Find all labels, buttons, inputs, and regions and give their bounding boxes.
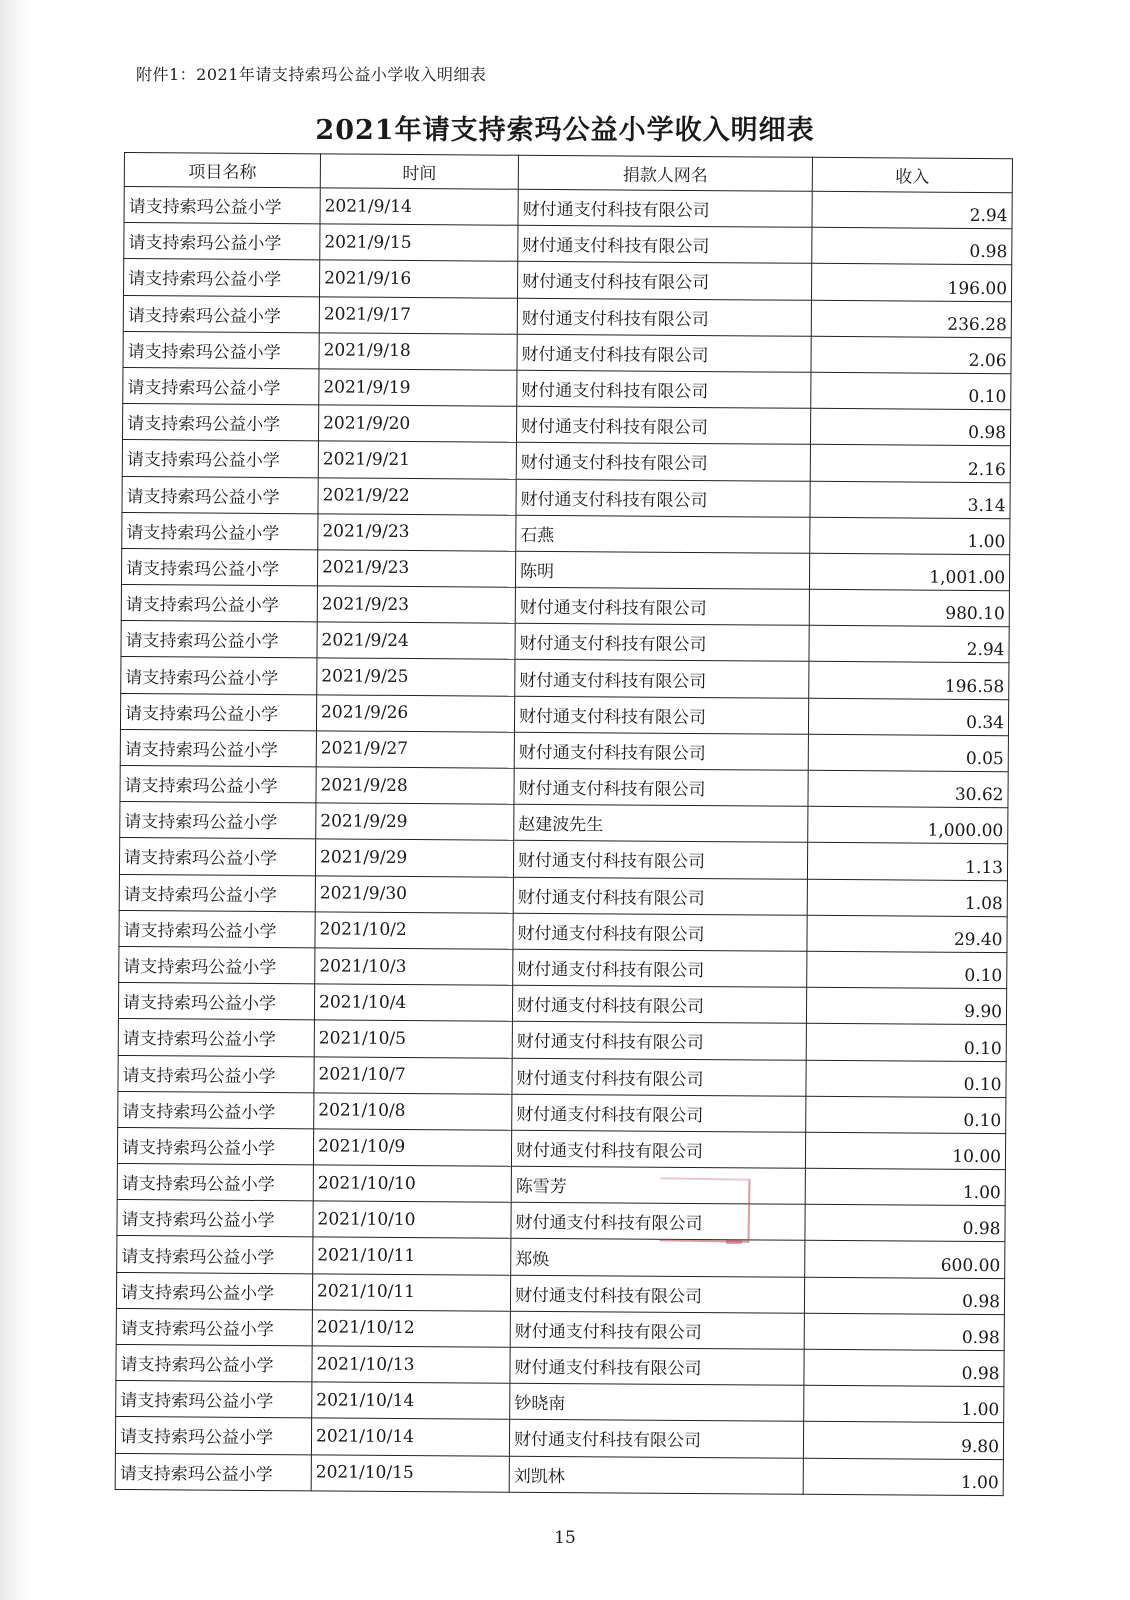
column-header-project: 项目名称 (124, 153, 320, 188)
cell-project: 请支持索玛公益小学 (120, 729, 316, 767)
cell-date: 2021/9/23 (317, 586, 515, 624)
income-table-container (115, 152, 1013, 1496)
cell-donor: 陈明 (515, 551, 809, 589)
cell-date: 2021/10/15 (311, 1454, 509, 1492)
cell-date: 2021/9/19 (319, 369, 517, 407)
cell-income: 2.16 (810, 445, 1010, 483)
cell-donor: 财付通支付科技有限公司 (510, 1275, 804, 1313)
cell-income: 0.98 (804, 1277, 1004, 1315)
table-row (116, 1381, 1004, 1423)
cell-donor: 财付通支付科技有限公司 (517, 334, 811, 372)
cell-project: 请支持索玛公益小学 (116, 1381, 312, 1419)
cell-project: 请支持索玛公益小学 (116, 1308, 312, 1346)
table-row (123, 367, 1011, 409)
table-row (118, 1055, 1006, 1097)
cell-income: 1.00 (810, 517, 1010, 555)
cell-donor: 财付通支付科技有限公司 (513, 877, 807, 915)
cell-date: 2021/10/14 (311, 1418, 509, 1456)
cell-donor: 财付通支付科技有限公司 (516, 406, 810, 444)
table-row (124, 223, 1012, 265)
cell-income: 236.28 (811, 300, 1011, 338)
scan-edge-shadow (0, 0, 30, 1600)
page-number: 15 (554, 1528, 576, 1548)
cell-income: 600.00 (805, 1241, 1005, 1279)
table-row (116, 1344, 1004, 1386)
cell-donor: 财付通支付科技有限公司 (515, 660, 809, 698)
cell-donor: 财付通支付科技有限公司 (514, 732, 808, 770)
cell-income: 0.34 (808, 698, 1008, 736)
cell-income: 1.08 (807, 879, 1007, 917)
cell-project: 请支持索玛公益小学 (119, 838, 315, 876)
table-row (120, 693, 1008, 735)
table-row (119, 910, 1007, 952)
table-row (120, 729, 1008, 771)
cell-date: 2021/9/27 (316, 731, 514, 769)
table-row (115, 1417, 1003, 1459)
cell-project: 请支持索玛公益小学 (120, 765, 316, 803)
cell-income: 0.98 (805, 1205, 1005, 1243)
cell-donor: 财付通支付科技有限公司 (512, 1022, 806, 1060)
cell-project: 请支持索玛公益小学 (118, 983, 314, 1021)
table-row (121, 548, 1009, 590)
cell-project: 请支持索玛公益小学 (119, 946, 315, 984)
cell-date: 2021/10/13 (312, 1346, 510, 1384)
cell-date: 2021/9/29 (315, 839, 513, 877)
cell-date: 2021/10/11 (312, 1273, 510, 1311)
cell-date: 2021/10/11 (313, 1237, 511, 1275)
table-row (121, 621, 1009, 663)
cell-donor: 财付通支付科技有限公司 (516, 443, 810, 481)
cell-project: 请支持索玛公益小学 (121, 585, 317, 623)
cell-date: 2021/9/24 (317, 622, 515, 660)
column-header-donor: 捐款人网名 (518, 155, 812, 191)
cell-income: 196.00 (811, 264, 1011, 302)
table-row (124, 259, 1012, 301)
cell-date: 2021/9/17 (319, 296, 517, 334)
cell-project: 请支持索玛公益小学 (124, 187, 320, 225)
cell-project: 请支持索玛公益小学 (118, 1019, 314, 1057)
cell-income: 9.90 (806, 987, 1006, 1025)
table-row (116, 1308, 1004, 1350)
cell-income: 1,000.00 (808, 806, 1008, 844)
cell-date: 2021/10/10 (313, 1201, 511, 1239)
cell-project: 请支持索玛公益小学 (123, 295, 319, 333)
cell-date: 2021/10/3 (315, 948, 513, 986)
cell-date: 2021/9/21 (318, 441, 516, 479)
cell-income: 1.00 (805, 1168, 1005, 1206)
cell-income: 30.62 (808, 770, 1008, 808)
cell-donor: 财付通支付科技有限公司 (517, 370, 811, 408)
table-row (115, 1453, 1003, 1495)
cell-donor: 财付通支付科技有限公司 (509, 1420, 803, 1458)
table-row (117, 1236, 1005, 1278)
table-row (116, 1272, 1004, 1314)
cell-project: 请支持索玛公益小学 (124, 259, 320, 297)
cell-donor: 财付通支付科技有限公司 (510, 1311, 804, 1349)
cell-donor: 郑焕 (511, 1239, 805, 1277)
cell-income: 0.10 (806, 1024, 1006, 1062)
cell-income: 0.05 (808, 734, 1008, 772)
cell-project: 请支持索玛公益小学 (117, 1127, 313, 1165)
table-row (121, 585, 1009, 627)
cell-donor: 财付通支付科技有限公司 (514, 768, 808, 806)
cell-project: 请支持索玛公益小学 (118, 1055, 314, 1093)
cell-project: 请支持索玛公益小学 (118, 1091, 314, 1129)
cell-project: 请支持索玛公益小学 (122, 404, 318, 442)
cell-date: 2021/9/20 (318, 405, 516, 443)
cell-date: 2021/9/14 (320, 188, 518, 226)
table-row (122, 404, 1010, 446)
cell-project: 请支持索玛公益小学 (123, 367, 319, 405)
cell-income: 0.10 (807, 951, 1007, 989)
cell-income: 2.94 (812, 191, 1012, 229)
cell-project: 请支持索玛公益小学 (116, 1272, 312, 1310)
cell-donor: 财付通支付科技有限公司 (514, 696, 808, 734)
cell-donor: 财付通支付科技有限公司 (512, 1094, 806, 1132)
cell-donor: 财付通支付科技有限公司 (517, 298, 811, 336)
cell-project: 请支持索玛公益小学 (122, 512, 318, 550)
cell-project: 请支持索玛公益小学 (119, 910, 315, 948)
cell-project: 请支持索玛公益小学 (119, 874, 315, 912)
seal-stamp (659, 1177, 750, 1243)
cell-donor: 财付通支付科技有限公司 (513, 841, 807, 879)
cell-income: 9.80 (803, 1422, 1003, 1460)
cell-date: 2021/10/14 (312, 1382, 510, 1420)
cell-income: 0.98 (804, 1349, 1004, 1387)
cell-date: 2021/10/2 (315, 912, 513, 950)
table-row (117, 1200, 1005, 1242)
cell-donor: 石燕 (516, 515, 810, 553)
cell-project: 请支持索玛公益小学 (117, 1164, 313, 1202)
cell-donor: 财付通支付科技有限公司 (515, 587, 809, 625)
cell-project: 请支持索玛公益小学 (123, 331, 319, 369)
table-row (123, 295, 1011, 337)
table-row (122, 440, 1010, 482)
table-row (124, 187, 1012, 229)
cell-income: 3.14 (810, 481, 1010, 519)
cell-income: 1.00 (804, 1385, 1004, 1423)
cell-income: 0.98 (804, 1313, 1004, 1351)
cell-project: 请支持索玛公益小学 (121, 621, 317, 659)
cell-project: 请支持索玛公益小学 (116, 1344, 312, 1382)
cell-date: 2021/10/7 (314, 1056, 512, 1094)
table-row (119, 946, 1007, 988)
cell-project: 请支持索玛公益小学 (115, 1453, 311, 1491)
cell-date: 2021/9/18 (319, 333, 517, 371)
cell-income: 196.58 (809, 662, 1009, 700)
cell-date: 2021/10/8 (314, 1093, 512, 1131)
cell-date: 2021/10/12 (312, 1310, 510, 1348)
cell-date: 2021/9/16 (319, 260, 517, 298)
cell-project: 请支持索玛公益小学 (117, 1200, 313, 1238)
table-row (118, 1019, 1006, 1061)
cell-project: 请支持索玛公益小学 (115, 1417, 311, 1455)
cell-income: 2.94 (809, 626, 1009, 664)
cell-income: 2.06 (811, 336, 1011, 374)
table-row (119, 874, 1007, 916)
table-row (123, 331, 1011, 373)
cell-donor: 钞晓南 (510, 1383, 804, 1421)
cell-income: 29.40 (807, 915, 1007, 953)
cell-date: 2021/10/10 (313, 1165, 511, 1203)
table-row (120, 765, 1008, 807)
table-row (122, 512, 1010, 554)
cell-project: 请支持索玛公益小学 (124, 223, 320, 261)
table-row (118, 983, 1006, 1025)
cell-date: 2021/10/5 (314, 1020, 512, 1058)
table-row (118, 1091, 1006, 1133)
cell-project: 请支持索玛公益小学 (120, 802, 316, 840)
column-header-income: 收入 (812, 157, 1012, 192)
table-row (121, 657, 1009, 699)
cell-donor: 财付通支付科技有限公司 (517, 262, 811, 300)
cell-project: 请支持索玛公益小学 (121, 657, 317, 695)
cell-donor: 财付通支付科技有限公司 (511, 1130, 805, 1168)
cell-project: 请支持索玛公益小学 (122, 476, 318, 514)
cell-date: 2021/9/22 (318, 477, 516, 515)
table-row (119, 838, 1007, 880)
table-row (120, 802, 1008, 844)
cell-donor: 财付通支付科技有限公司 (513, 913, 807, 951)
cell-income: 0.10 (806, 1096, 1006, 1134)
cell-donor: 财付通支付科技有限公司 (515, 623, 809, 661)
cell-income: 0.98 (812, 227, 1012, 265)
cell-date: 2021/9/29 (316, 803, 514, 841)
cell-donor: 刘凯林 (509, 1456, 803, 1494)
cell-date: 2021/9/26 (316, 694, 514, 732)
table-body (115, 187, 1012, 1496)
cell-income: 1.00 (803, 1458, 1003, 1496)
cell-income: 10.00 (805, 1132, 1005, 1170)
cell-donor: 财付通支付科技有限公司 (518, 189, 812, 227)
table-row (117, 1164, 1005, 1206)
cell-donor: 陈雪芳 (511, 1166, 805, 1204)
cell-donor: 财付通支付科技有限公司 (512, 1058, 806, 1096)
cell-income: 0.10 (811, 372, 1011, 410)
cell-date: 2021/9/25 (317, 658, 515, 696)
cell-donor: 赵建波先生 (514, 804, 808, 842)
page-title: 2021年请支持索玛公益小学收入明细表 (315, 115, 815, 146)
cell-income: 1.13 (807, 843, 1007, 881)
table-row (122, 476, 1010, 518)
cell-income: 0.98 (810, 408, 1010, 446)
column-header-date: 时间 (320, 154, 518, 189)
cell-date: 2021/10/9 (313, 1129, 511, 1167)
cell-date: 2021/9/28 (316, 767, 514, 805)
cell-donor: 财付通支付科技有限公司 (518, 225, 812, 263)
cell-donor: 财付通支付科技有限公司 (512, 985, 806, 1023)
cell-income: 980.10 (809, 589, 1009, 627)
cell-donor: 财付通支付科技有限公司 (510, 1347, 804, 1385)
cell-income: 0.10 (806, 1060, 1006, 1098)
cell-project: 请支持索玛公益小学 (121, 548, 317, 586)
table-row (117, 1127, 1005, 1169)
cell-project: 请支持索玛公益小学 (117, 1236, 313, 1274)
cell-income: 1,001.00 (809, 553, 1009, 591)
attachment-label: 附件1：2021年请支持索玛公益小学收入明细表 (136, 65, 487, 84)
cell-donor: 财付通支付科技有限公司 (516, 479, 810, 517)
cell-date: 2021/9/23 (318, 514, 516, 552)
cell-date: 2021/10/4 (314, 984, 512, 1022)
cell-project: 请支持索玛公益小学 (122, 440, 318, 478)
seal-stamp-mark (726, 1240, 742, 1244)
cell-date: 2021/9/15 (320, 224, 518, 262)
cell-date: 2021/9/30 (315, 875, 513, 913)
cell-date: 2021/9/23 (317, 550, 515, 588)
cell-project: 请支持索玛公益小学 (120, 693, 316, 731)
cell-donor: 财付通支付科技有限公司 (513, 949, 807, 987)
income-table (115, 152, 1013, 1496)
cell-donor: 财付通支付科技有限公司 (511, 1202, 805, 1240)
